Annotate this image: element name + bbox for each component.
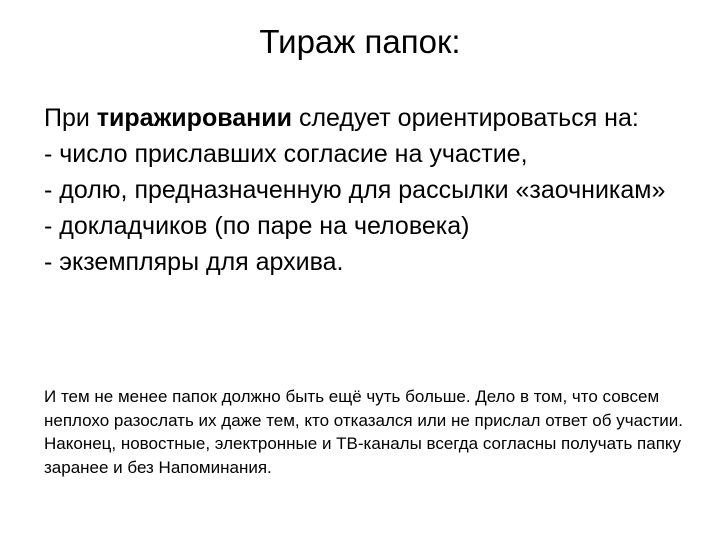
intro-bold-word: тиражировании <box>96 104 292 132</box>
bullet-list <box>44 106 684 286</box>
body-paragraph: И тем не менее папок должно быть ещё чуть больше. Дело в том, что совсем неплохо разослать их даже тем, кто отказался или не прислал ответ об участии. Наконец, новостные, электронные и ТВ-каналы всегда согласны получать папку заранее и без Напоминания. <box>44 387 684 477</box>
intro-suffix: следует ориентироваться на: <box>292 104 639 132</box>
list-item: - экземпляры для архива. <box>44 248 344 276</box>
intro-prefix: При <box>44 104 97 132</box>
list-item: - долю, предназначенную для рассылки «заочникам» <box>44 176 666 204</box>
slide-title: Тираж папок: <box>259 23 461 60</box>
list-item: - докладчиков (по паре на человека) <box>44 212 470 240</box>
intro-line <box>44 106 684 131</box>
list-item: - число приславших согласие на участие, <box>44 140 528 168</box>
